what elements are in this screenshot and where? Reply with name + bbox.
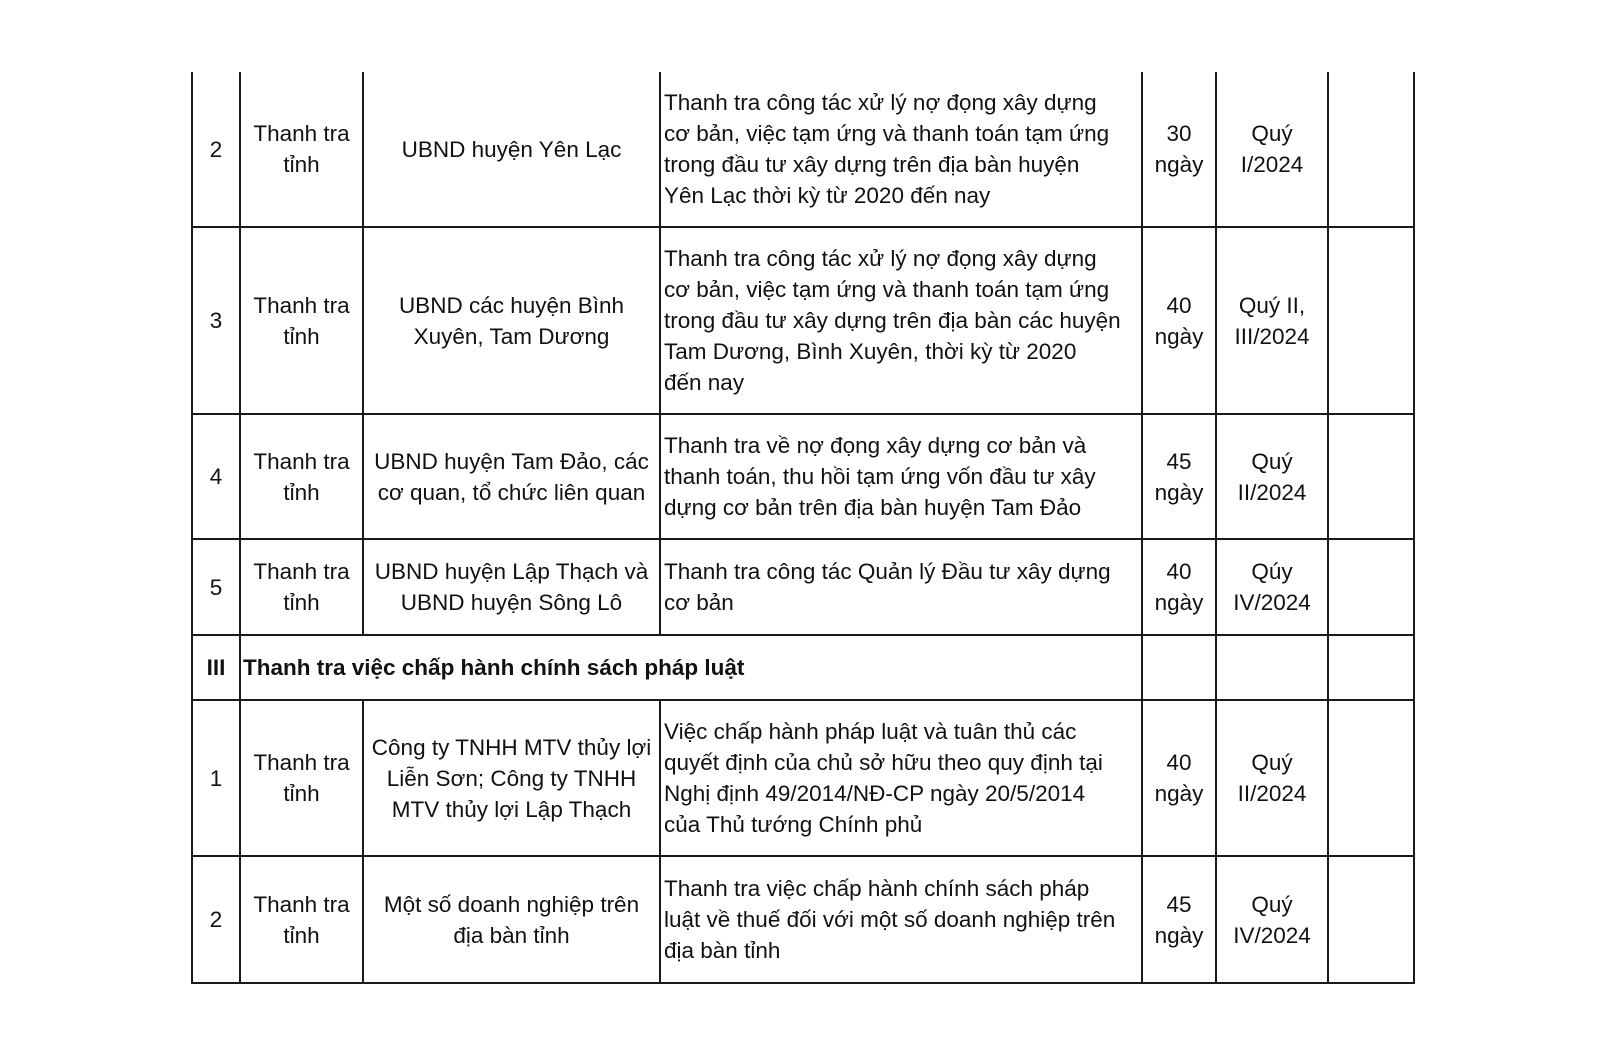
inspected-entity-cell [363, 856, 660, 983]
inspecting-agency-line: tỉnh [283, 152, 320, 177]
inspection-content-cell [660, 414, 1142, 539]
inspected-entity-line: cơ quan, tổ chức liên quan [377, 479, 646, 505]
inspecting-agency-line: tỉnh [283, 323, 320, 349]
section-header-row [192, 635, 1414, 700]
note-cell [1328, 539, 1414, 635]
inspection-content-line: cơ bản, việc tạm ứng và thanh toán tạm ứng [664, 121, 1110, 146]
inspection-period-line: Quý [1251, 448, 1293, 474]
inspection-content-cell [660, 539, 1142, 635]
inspection-content-line: trong đầu tư xây dựng trên địa bàn các huyện [664, 308, 1121, 333]
inspecting-agency-cell [240, 227, 363, 414]
row-number-cell: 5 [192, 539, 240, 635]
note-cell [1328, 414, 1414, 539]
note-cell [1328, 227, 1414, 414]
inspection-period-line: IV/2024 [1233, 590, 1311, 615]
inspecting-agency-line: tỉnh [283, 922, 320, 948]
inspection-duration-line: 45 [1166, 891, 1192, 917]
section-note-cell [1328, 635, 1414, 700]
inspection-duration-line: ngày [1154, 323, 1204, 349]
inspected-entity-line: MTV thủy lợi Lập Thạch [391, 796, 632, 822]
inspected-entity-line: UBND huyện Tam Đảo, các [374, 448, 649, 474]
inspection-content-cell [660, 72, 1142, 227]
inspection-content-cell [660, 227, 1142, 414]
inspection-duration-cell [1142, 414, 1216, 539]
inspection-content-line: Thanh tra công tác Quản lý Đầu tư xây dựng [664, 559, 1111, 584]
inspection-content-line: dựng cơ bản trên địa bàn huyện Tam Đảo [664, 495, 1082, 520]
table-row [192, 856, 1414, 983]
inspection-duration-line: 40 [1166, 559, 1192, 584]
inspection-content-line: Tam Dương, Bình Xuyên, thời kỳ từ 2020 [664, 339, 1077, 364]
row-number-cell: 3 [192, 227, 240, 414]
row-number-cell: 4 [192, 414, 240, 539]
inspection-period-line: Quý II, [1238, 292, 1306, 318]
inspection-period-line: III/2024 [1234, 323, 1310, 349]
inspection-duration-cell [1142, 227, 1216, 414]
inspection-content-line: Yên Lạc thời kỳ từ 2020 đến nay [664, 183, 991, 208]
inspection-duration-cell [1142, 700, 1216, 856]
row-number-cell: 1 [192, 700, 240, 856]
note-cell [1328, 700, 1414, 856]
section-title: Thanh tra việc chấp hành chính sách pháp luật [240, 635, 1142, 700]
inspecting-agency-cell [240, 72, 363, 227]
note-cell [1328, 72, 1414, 227]
inspection-period-cell [1216, 856, 1328, 983]
inspected-entity-line: UBND các huyện Bình [398, 292, 625, 318]
table-row [192, 72, 1414, 227]
inspecting-agency-line: tỉnh [283, 781, 320, 806]
inspection-period-line: IV/2024 [1233, 922, 1311, 948]
inspected-entity-line: Liễn Sơn; Công ty TNHH [386, 765, 637, 791]
inspection-period-line: Quý [1251, 891, 1293, 917]
inspecting-agency-line: Thanh tra [253, 121, 350, 146]
inspection-duration-line: ngày [1154, 479, 1204, 505]
inspected-entity-cell [363, 72, 660, 227]
inspection-period-cell [1216, 227, 1328, 414]
inspected-entity-cell [363, 414, 660, 539]
inspection-duration-cell [1142, 72, 1216, 227]
table-row [192, 539, 1414, 635]
table-row [192, 414, 1414, 539]
inspection-plan-table [191, 72, 1415, 984]
inspection-duration-line: 40 [1166, 292, 1192, 318]
inspection-duration-cell [1142, 856, 1216, 983]
inspection-content-line: của Thủ tướng Chính phủ [664, 812, 923, 837]
inspection-period-line: I/2024 [1240, 152, 1304, 177]
inspecting-agency-cell [240, 539, 363, 635]
inspection-content-cell [660, 700, 1142, 856]
inspection-content-line: đến nay [664, 370, 745, 395]
inspected-entity-cell [363, 700, 660, 856]
row-number-cell: 2 [192, 856, 240, 983]
inspection-content-line: quyết định của chủ sở hữu theo quy định tại [664, 750, 1103, 775]
inspection-duration-line: 40 [1166, 750, 1192, 775]
section-duration-cell [1142, 635, 1216, 700]
inspection-content-line: cơ bản [664, 590, 734, 615]
inspection-period-cell [1216, 414, 1328, 539]
inspecting-agency-cell [240, 414, 363, 539]
inspection-period-line: II/2024 [1237, 479, 1307, 505]
inspected-entity-line: Công ty TNHH MTV thủy lợi [371, 734, 652, 760]
inspected-entity-line: UBND huyện Sông Lô [400, 590, 623, 615]
note-cell [1328, 856, 1414, 983]
inspection-duration-line: ngày [1154, 922, 1204, 948]
inspected-entity-cell [363, 227, 660, 414]
section-period-cell [1216, 635, 1328, 700]
inspecting-agency-line: Thanh tra [253, 448, 350, 474]
inspection-content-line: cơ bản, việc tạm ứng và thanh toán tạm ứng [664, 277, 1110, 302]
row-number-cell: 2 [192, 72, 240, 227]
inspected-entity-line: Một số doanh nghiệp trên [383, 891, 640, 917]
inspection-content-line: Nghị định 49/2014/NĐ-CP ngày 20/5/2014 [664, 781, 1086, 806]
inspection-content-cell [660, 856, 1142, 983]
inspection-content-line: Thanh tra về nợ đọng xây dựng cơ bản và [664, 433, 1087, 458]
inspection-duration-line: 45 [1166, 448, 1192, 474]
inspection-period-line: Quý [1251, 750, 1293, 775]
inspecting-agency-line: Thanh tra [253, 292, 350, 318]
inspected-entity-line: địa bàn tỉnh [453, 922, 570, 948]
inspected-entity-cell [363, 539, 660, 635]
inspected-entity-line: Xuyên, Tam Dương [413, 323, 610, 349]
inspecting-agency-line: Thanh tra [253, 559, 350, 584]
inspection-content-line: Thanh tra việc chấp hành chính sách pháp [664, 876, 1090, 901]
inspection-period-line: II/2024 [1237, 781, 1307, 806]
inspection-content-line: trong đầu tư xây dựng trên địa bàn huyện [664, 152, 1080, 177]
inspection-duration-line: ngày [1154, 152, 1204, 177]
inspection-content-line: thanh toán, thu hồi tạm ứng vốn đầu tư xây [664, 464, 1096, 489]
inspecting-agency-line: Thanh tra [253, 891, 350, 917]
inspecting-agency-cell [240, 856, 363, 983]
inspection-period-cell [1216, 72, 1328, 227]
inspection-period-cell [1216, 700, 1328, 856]
inspection-duration-line: ngày [1154, 781, 1204, 806]
inspection-period-line: Qúy [1251, 559, 1293, 584]
inspecting-agency-line: tỉnh [283, 479, 320, 505]
inspection-content-line: luật về thuế đối với một số doanh nghiệp trên [664, 907, 1116, 932]
table-row [192, 700, 1414, 856]
inspection-content-line: Thanh tra công tác xử lý nợ đọng xây dựng [664, 246, 1097, 271]
inspection-duration-line: 30 [1166, 121, 1192, 146]
inspection-content-line: địa bàn tỉnh [664, 938, 781, 963]
inspection-content-line: Việc chấp hành pháp luật và tuân thủ các [664, 719, 1077, 744]
table-row [192, 227, 1414, 414]
inspecting-agency-line: Thanh tra [253, 750, 350, 775]
inspected-entity-line: UBND huyện Yên Lạc [401, 136, 622, 162]
inspection-period-line: Quý [1251, 121, 1293, 146]
inspection-duration-cell [1142, 539, 1216, 635]
inspected-entity-line: UBND huyện Lập Thạch và [374, 559, 649, 584]
inspecting-agency-cell [240, 700, 363, 856]
inspection-content-line: Thanh tra công tác xử lý nợ đọng xây dựng [664, 90, 1097, 115]
inspecting-agency-line: tỉnh [283, 590, 320, 615]
section-number: III [192, 635, 240, 700]
inspection-duration-line: ngày [1154, 590, 1204, 615]
inspection-period-cell [1216, 539, 1328, 635]
